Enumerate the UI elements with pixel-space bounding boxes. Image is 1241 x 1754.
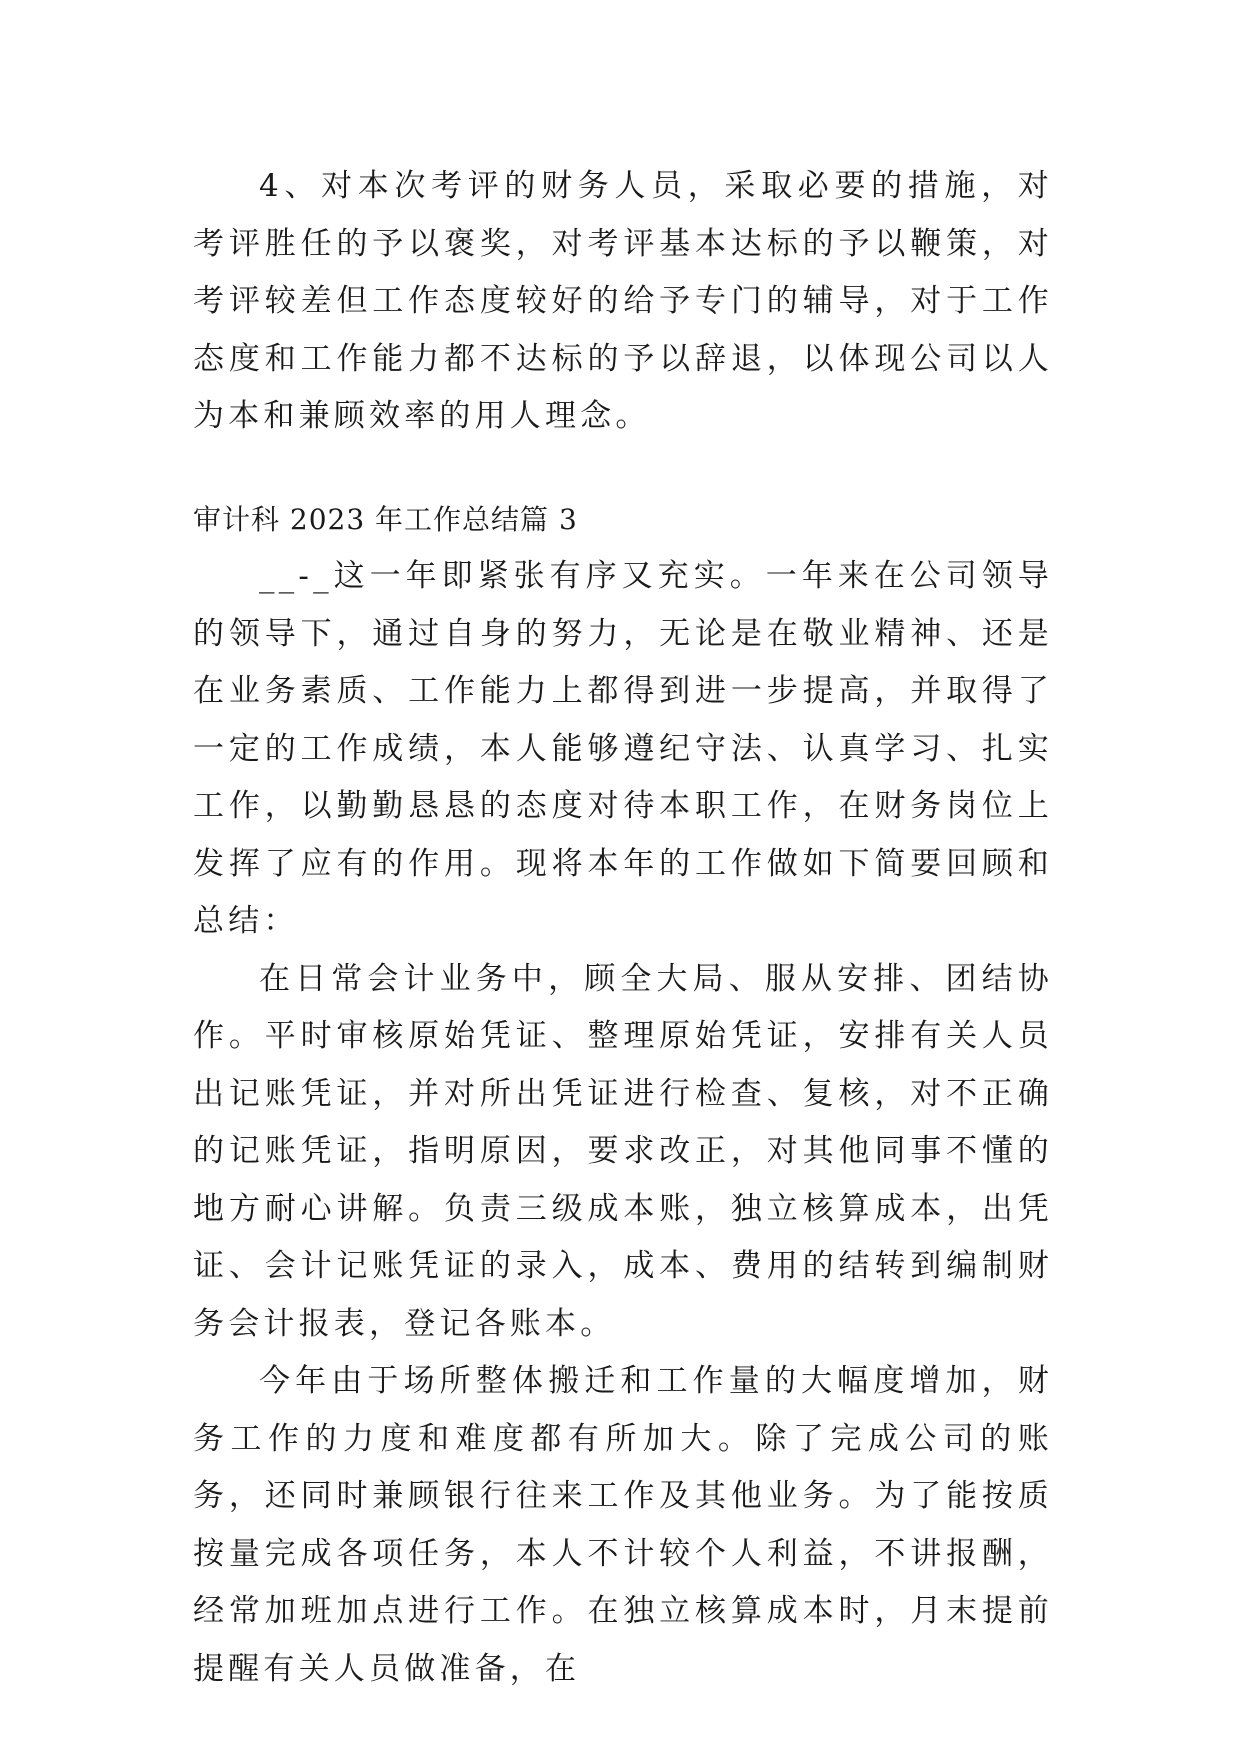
section-title: 审计科 2023 年工作总结篇 3 xyxy=(193,502,578,536)
body-paragraph: 4、对本次考评的财务人员，采取必要的措施，对考评胜任的予以褒奖，对考评基本达标的予以鞭策，对考评较差但工作态度较好的给予专门的辅导，对于工作态度和工作能力都不达标的予以辞退，以体现公司以人为本和兼顾效率的用人理念。 xyxy=(193,168,1053,434)
body-paragraph: 今年由于场所整体搬迁和工作量的大幅度增加，财务工作的力度和难度都有所加大。除了完成公司的账务，还同时兼顾银行往来工作及其他业务。为了能按质按量完成各项任务，本人不计较个人利益，不讲报酬，经常加班加点进行工作。在独立核算成本时，月末提前提醒有关人员做准备，在 xyxy=(193,1363,1053,1687)
document-page xyxy=(193,158,1053,1698)
paragraph-gap xyxy=(193,446,1053,491)
body-paragraph: __-_这一年即紧张有序又充实。一年来在公司领导的领导下，通过自身的努力，无论是在敬业精神、还是在业务素质、工作能力上都得到进一步提高，并取得了一定的工作成绩，本人能够遵纪守法、认真学习、扎实工作，以勤勤恳恳的态度对待本职工作，在财务岗位上发挥了应有的作用。现将本年的工作做如下简要回顾和总结： xyxy=(193,558,1053,939)
body-paragraph: 在日常会计业务中，顾全大局、服从安排、团结协作。平时审核原始凭证、整理原始凭证，安排有关人员出记账凭证，并对所出凭证进行检查、复核，对不正确的记账凭证，指明原因，要求改正，对其他同事不懂的地方耐心讲解。负责三级成本账，独立核算成本，出凭证、会计记账凭证的录入，成本、费用的结转到编制财务会计报表，登记各账本。 xyxy=(193,960,1053,1342)
